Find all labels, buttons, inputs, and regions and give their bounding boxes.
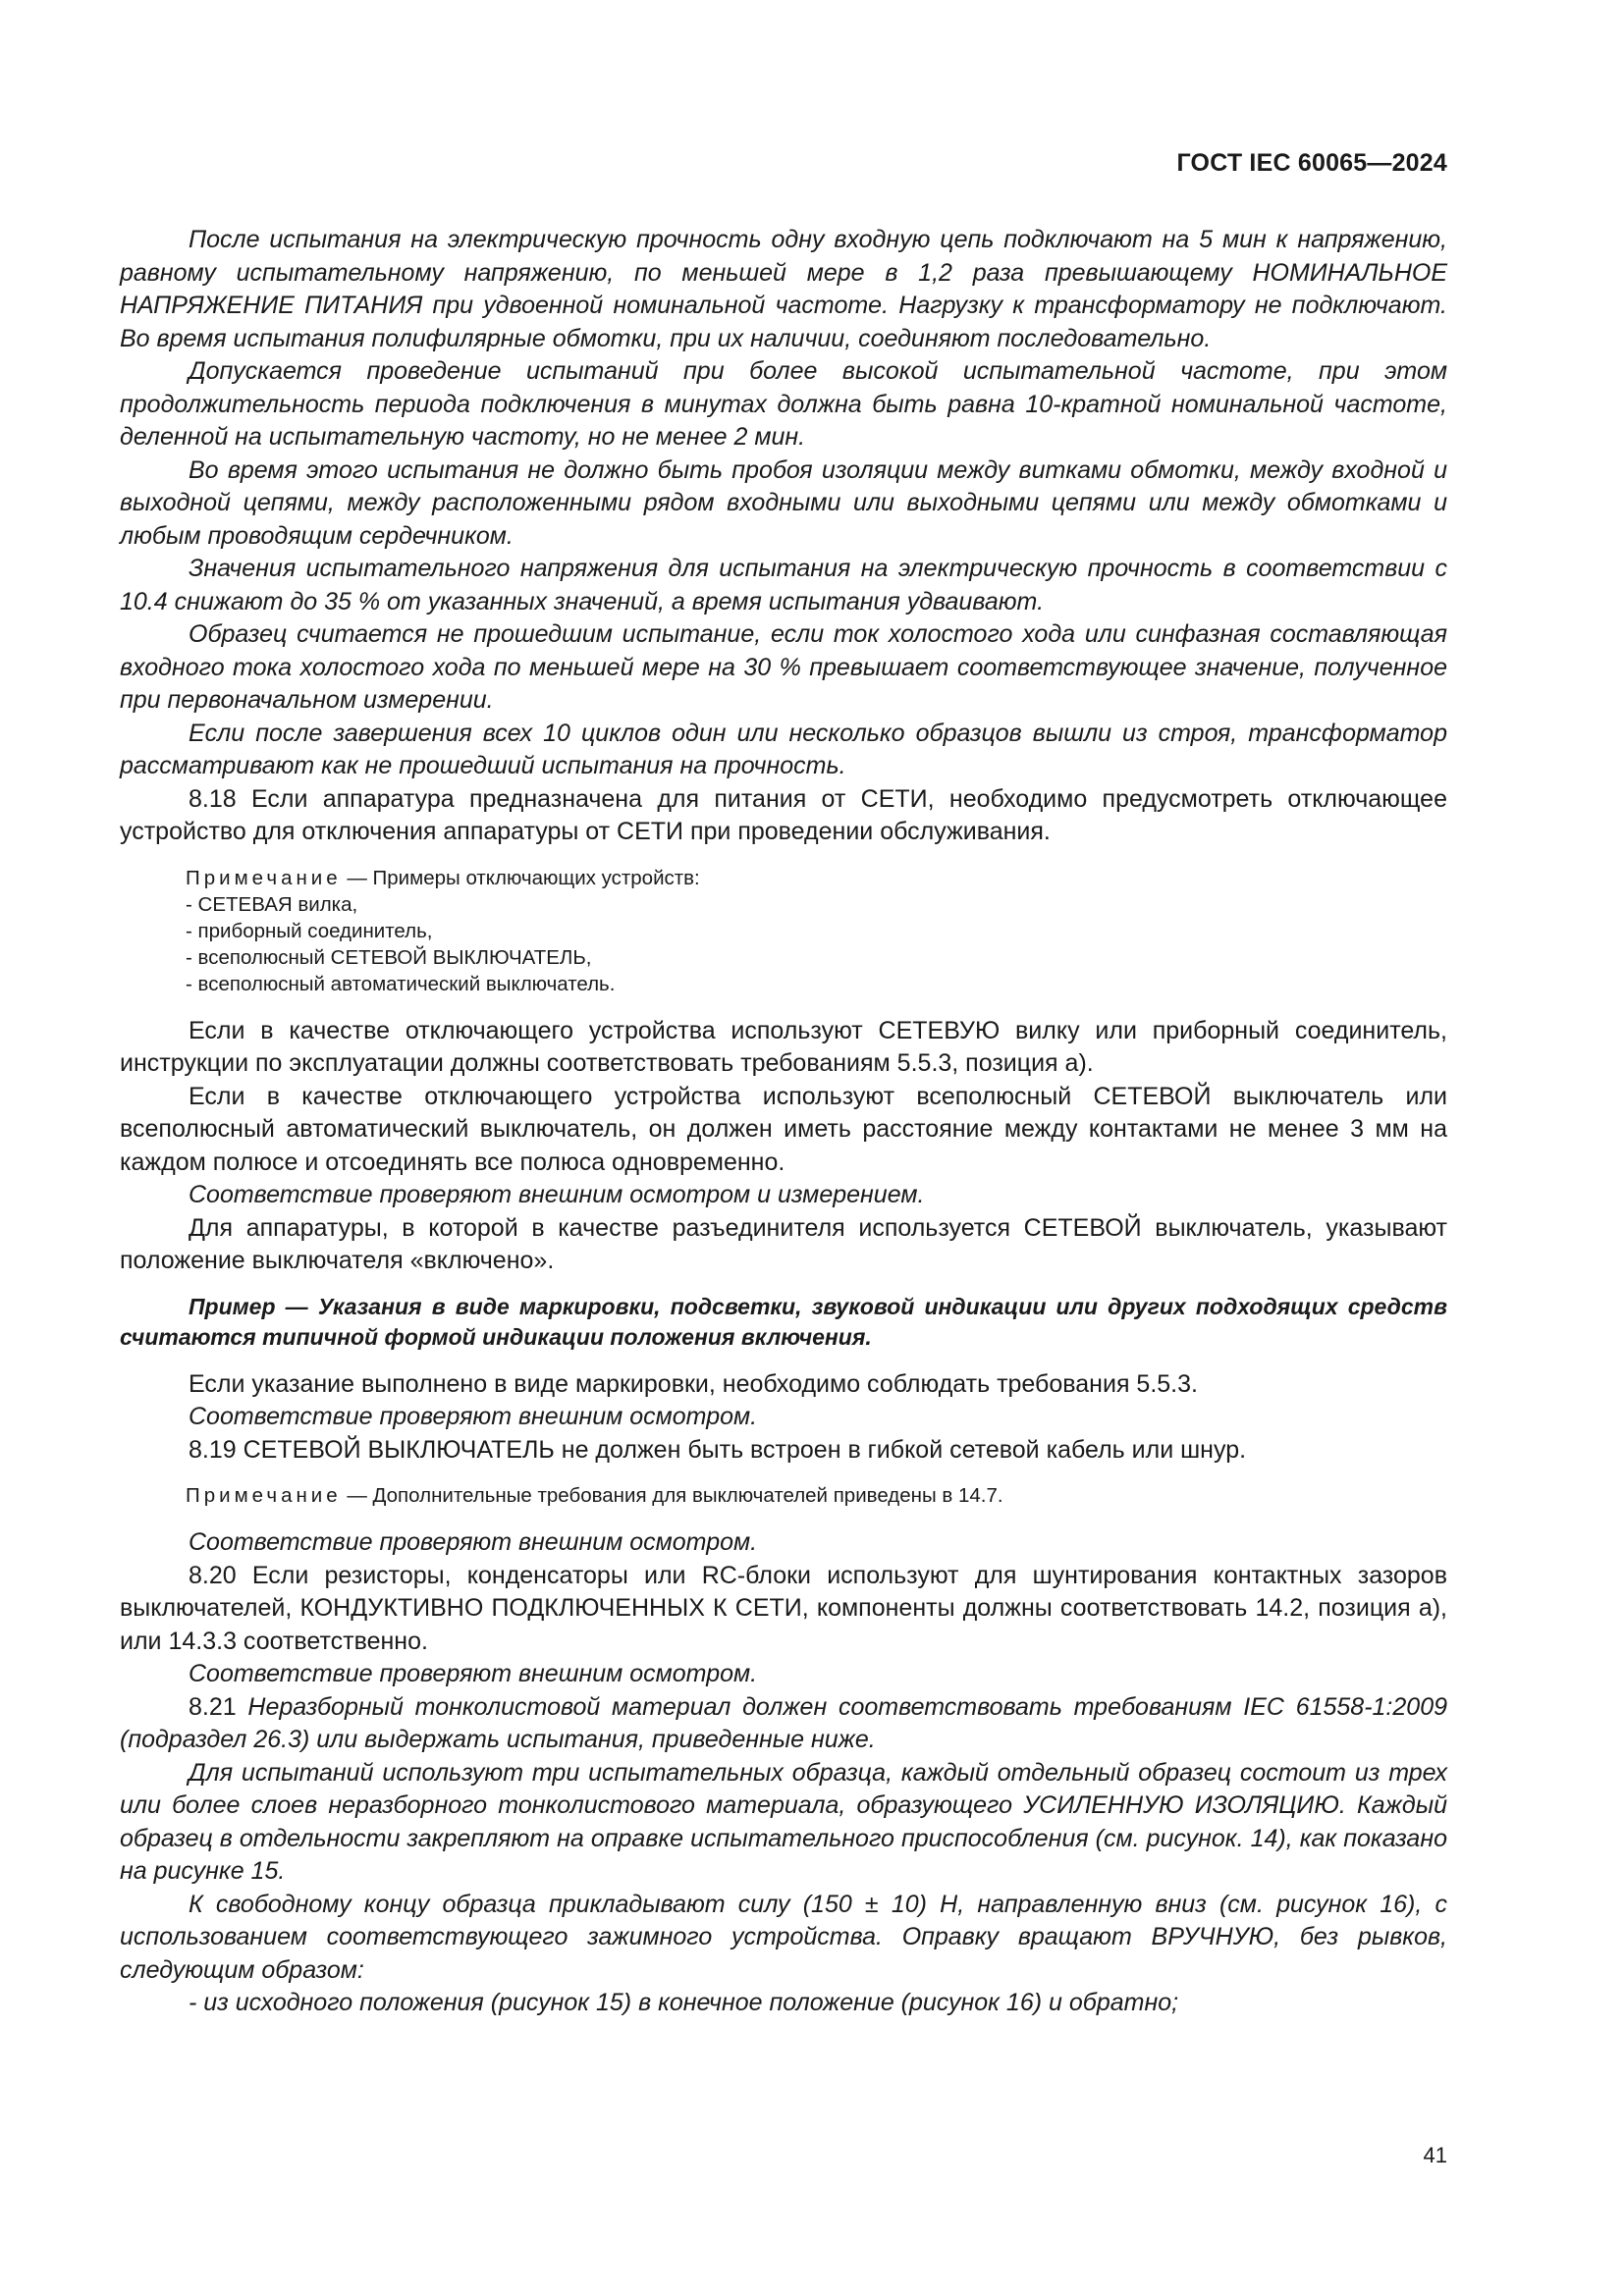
section-8-20: 8.20 Если резисторы, конденсаторы или RC-блоки используют для шунтирования контактных зазоров выключателей, КОНДУКТИВНО ПОДКЛЮЧЕННЫХ К СЕТИ, компоненты должны соответствовать 14.2, позиция а), или 14.3.3 соответственно. — [120, 1561, 1447, 1655]
paragraph: Если в качестве отключающего устройства используют всеполюсный СЕТЕВОЙ выключатель или всеполюсный автоматический выключатель, он должен иметь расстояние между контактами не менее 3 мм на каждом полюсе и отсоединять все полюса одновременно. — [120, 1082, 1447, 1176]
compliance-statement: Соответствие проверяют внешним осмотром и измерением. — [189, 1181, 925, 1208]
list-item: - всеполюсный автоматический выключатель. — [186, 971, 1447, 997]
paragraph: К свободному концу образца прикладывают силу (150 ± 10) Н, направленную вниз (см. рисунок 16), с использованием соответствующего зажимного устройства. Оправку вращают ВРУЧНУЮ, без рывков, следующим образом: — [120, 1890, 1447, 1984]
note-text: — Примеры отключающих устройств: — [341, 866, 700, 889]
compliance-statement: Соответствие проверяют внешним осмотром. — [189, 1528, 758, 1556]
paragraph: Если после завершения всех 10 циклов один или несколько образцов вышли из строя, трансформатор рассматривают как не прошедший испытания на прочность. — [120, 719, 1447, 779]
dash-text: из исходного положения (рисунок 15) в конечное положение (рисунок 16) и обратно; — [203, 1989, 1179, 2016]
paragraph: Для испытаний используют три испытательных образца, каждый отдельный образец состоит из трех или более слоев неразборного тонколистового материала, образующего УСИЛЕННУЮ ИЗОЛЯЦИЮ. Каждый образец в отдельности закрепляют на оправке испытательного приспособления (см. рисунок. 14), как показано на рисунке 15. — [120, 1758, 1447, 1885]
list-item: - приборный соединитель, — [186, 918, 1447, 944]
note-text: — Дополнительные требования для выключателей приведены в 14.7. — [341, 1484, 1003, 1507]
page-header: ГОСТ IEC 60065—2024 — [1176, 149, 1447, 177]
paragraph: Допускается проведение испытаний при более высокой испытательной частоте, при этом продолжительность периода подключения в минутах должна быть равна 10-кратной номинальной частоте, деленной на испытательную частоту, но не менее 2 мин. — [120, 357, 1447, 451]
document-body — [120, 224, 1447, 2020]
section-8-19: 8.19 СЕТЕВОЙ ВЫКЛЮЧАТЕЛЬ не должен быть встроен в гибкой сетевой кабель или шнур. — [189, 1435, 1247, 1464]
section-8-21 — [120, 1691, 1447, 1757]
compliance-statement: Соответствие проверяют внешним осмотром. — [189, 1403, 758, 1430]
dash-item — [120, 1987, 1447, 2020]
note-label: Примечание — [186, 1484, 342, 1507]
note-block — [186, 1482, 1447, 1509]
section-text: Неразборный тонколистовой материал должен соответствовать требованиям IEC 61558-1:2009 (подраздел 26.3) или выдержать испытания, приведенные ниже. — [120, 1692, 1447, 1753]
section-number: 8.21 — [189, 1692, 237, 1721]
paragraph: Если указание выполнено в виде маркировки, необходимо соблюдать требования 5.5.3. — [189, 1369, 1198, 1398]
section-8-18: 8.18 Если аппаратура предназначена для питания от СЕТИ, необходимо предусмотреть отключающее устройство для отключения аппаратуры от СЕТИ при проведении обслуживания. — [120, 784, 1447, 845]
paragraph: Для аппаратуры, в которой в качестве разъединителя используется СЕТЕВОЙ выключатель, указывают положение выключателя «включено». — [120, 1213, 1447, 1274]
paragraph: Образец считается не прошедшим испытание, если ток холостого хода или синфазная составляющая входного тока холостого хода по меньшей мере на 30 % превышает соответствующее значение, полученное при первоначальном измерении. — [120, 620, 1447, 714]
paragraph: После испытания на электрическую прочность одну входную цепь подключают на 5 мин к напряжению, равному испытательному напряжению, по меньшей мере в 1,2 раза превышающему НОМИНАЛЬНОЕ НАПРЯЖЕНИЕ ПИТАНИЯ при удвоенной номинальной частоте. Нагрузку к трансформатору не подключают. Во время испытания полифилярные обмотки, при их наличии, соединяют последовательно. — [120, 226, 1447, 352]
note-heading — [186, 1482, 1447, 1509]
note-heading — [186, 865, 1447, 891]
example-block: Пример — Указания в виде маркировки, подсветки, звуковой индикации или других подходящих средств считаются типичной формой индикации положения включения. — [120, 1293, 1447, 1350]
page-number: 41 — [1423, 2143, 1447, 2167]
compliance-statement: Соответствие проверяют внешним осмотром. — [189, 1660, 758, 1687]
note-label: Примечание — [186, 866, 342, 889]
paragraph: Если в качестве отключающего устройства используют СЕТЕВУЮ вилку или приборный соединитель, инструкции по эксплуатации должны соответствовать требованиям 5.5.3, позиция а). — [120, 1016, 1447, 1077]
list-item: - СЕТЕВАЯ вилка, — [186, 891, 1447, 918]
paragraph: Во время этого испытания не должно быть пробоя изоляции между витками обмотки, между входной и выходной цепями, между расположенными рядом входными или выходными цепями или между обмотками и любым проводящим сердечником. — [120, 455, 1447, 550]
paragraph: Значения испытательного напряжения для испытания на электрическую прочность в соответствии с 10.4 снижают до 35 % от указанных значений, а время испытания удваивают. — [120, 555, 1447, 615]
dash-marker: - — [189, 1989, 204, 2016]
list-item: - всеполюсный СЕТЕВОЙ ВЫКЛЮЧАТЕЛЬ, — [186, 944, 1447, 971]
note-block — [186, 865, 1447, 997]
